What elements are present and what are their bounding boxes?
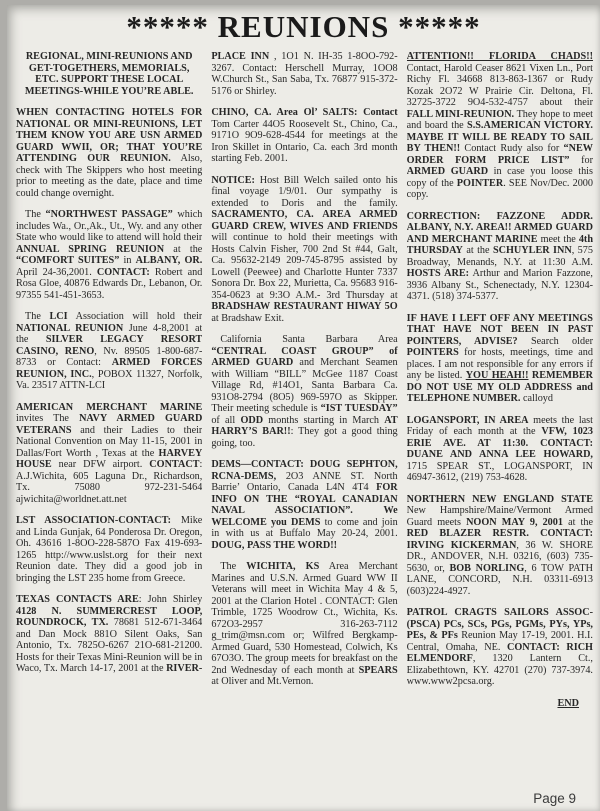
text-run: “IST TUESDAY” — [320, 403, 398, 414]
text-run: to come and join in with us at Buffalo May 20-24, 2001. — [211, 516, 398, 539]
text-run: BOB NORLING — [449, 562, 525, 574]
paragraph — [211, 561, 397, 688]
text-run: LST ASSOCIATION-CONTACT: — [16, 515, 172, 526]
text-run: “NORTHWEST PASSAGE” — [45, 209, 173, 220]
text-run: The — [220, 561, 247, 572]
text-run: , POBOX 11327, Norfolk, Va. 23517 ATTN-LCI — [16, 368, 203, 391]
column-2 — [211, 51, 397, 803]
text-run: for hosts, meetings, time and places. I am not responsible for any errors if any be listed. — [406, 347, 593, 381]
text-run: meets the last Friday of each month at the — [406, 414, 593, 437]
text-run: ODD — [240, 414, 264, 426]
text-run: 1715 SPEAR ST., LOGANSPORT, IN 46947-3612, (219) 753-4628. — [406, 460, 593, 483]
paragraph — [16, 51, 202, 97]
text-run: TEXAS CONTACTS ARE — [16, 594, 139, 605]
text-run: POINTER — [456, 177, 504, 189]
text-run: The — [25, 311, 50, 322]
text-run: NOON MAY 9, 2001 — [466, 516, 563, 528]
paragraph — [16, 209, 202, 301]
text-run: at the — [462, 245, 493, 256]
text-run: at the — [164, 243, 203, 255]
text-run: at Oliver and Mt.Vernon. — [211, 676, 314, 687]
text-run: They hope to meet and board the — [406, 108, 593, 131]
text-run: , 1320 Lantern Ct., Elizabethtown, KY. 42701 (270) 737-3974. www.www2pcsa.org. — [406, 653, 593, 687]
text-run: Host Bill Welch sailed onto his final voyage 1/9/01. Our sympathy is extended to Doris and the family. — [211, 174, 398, 209]
paragraph — [407, 313, 593, 405]
text-run: WICHITA, KS — [246, 561, 320, 572]
text-run: S.S.AMERICAN VICTORY. MAYBE IT WILL BE READY TO SAIL BY THEN!! — [406, 120, 593, 154]
text-run: meet the — [537, 233, 579, 245]
text-run: HOSTS ARE: — [406, 268, 470, 279]
text-run: : A.J.Wichita, 605 Laguna Dr., Richardson, Tx. 75080 972-231-5464 ajwichita@worldnet.att.net — [16, 459, 203, 505]
text-run: for — [569, 154, 593, 166]
text-run: Association will hold their — [67, 311, 203, 322]
text-run: 78681 512-671-3464 and Dan Mock 881O Silent Oaks, San Antonio, Tx. 7825O-6267 21O-681-21200. Hosts for their Texas Mini-Reunion will be in Waco, Tx. March 14-17, 2001 at the — [16, 617, 203, 674]
text-run: “COMFORT SUITES” — [16, 255, 120, 266]
text-run: CONTACT — [149, 459, 200, 470]
text-run: NATIONAL REUNION — [16, 322, 124, 334]
paragraph — [16, 402, 202, 506]
text-run: Contact Rudy also for — [460, 143, 564, 154]
text-run: BRADSHAW RESTAURANT HIWAY 5O — [211, 301, 398, 312]
text-run: SACRAMENTO, CA. AREA ARMED GUARD CREW, WIVES AND FRIENDS — [211, 209, 398, 232]
text-run: IF HAVE I LEFT OFF ANY MEETINGS THAT HAVE NOT BEEN IN PAST POINTERS, ADVISE? — [406, 312, 593, 347]
text-run: : They got a good thing going, too. — [211, 426, 398, 449]
text-run: , 575 Broadway, Menands, N.Y. at 11:30 A.M. — [406, 245, 593, 268]
paragraph — [211, 334, 397, 449]
text-run: California Santa Barbara Area — [220, 334, 398, 345]
text-run: POINTERS — [406, 347, 459, 358]
text-run: April 24-36,2001. — [16, 266, 97, 278]
text-run: at the — [562, 516, 593, 528]
text-run: SILVER LEGACY RESORT CASINO, RENO — [16, 334, 203, 357]
text-run: : John Shirley — [138, 594, 203, 605]
text-run: SCHUYLER INN — [492, 245, 572, 256]
text-run: ATTENTION!! FLORIDA CHADS!! — [406, 51, 593, 62]
paragraph — [211, 51, 397, 97]
text-run: 2O3 ANNE ST. North Barrie’ Ontario, Canada L4N 4T4 — [211, 470, 398, 493]
paragraph — [407, 698, 593, 710]
text-run: FOR INFO ON THE “ROYAL CANADIAN NAVAL ASSOCIATION”. We WELCOME you DEMS — [211, 482, 398, 528]
text-run: , 6 TOW PATH LANE, CONCORD, N.H. 03311-6913 (603)224-4927. — [406, 562, 593, 597]
text-run: in case you loose this copy of the — [406, 166, 593, 189]
text-run: NOTICE: — [211, 174, 255, 186]
text-run: REGIONAL, MINI-REUNIONS AND GET-TOGETHERS, MEMORIALS, ETC. SUPPORT THESE LOCAL MEETINGS-WHILE YOU’RE ABLE. — [24, 51, 194, 97]
text-run: Reunion May 17-19, 2001. H.I. Central, Omaha, NE. — [406, 630, 593, 653]
text-run: 4th THURSDAY — [406, 233, 593, 256]
paragraph — [16, 311, 202, 392]
text-run: and their Ladies to their National Convention on May 11-15, 2001 in Dallas/Fort Worth , Texas at the — [16, 424, 203, 459]
page-number: Page 9 — [533, 791, 576, 806]
paragraph — [407, 494, 593, 598]
paragraph — [211, 459, 397, 551]
text-run: LOGANSPORT, IN AREA — [406, 414, 529, 426]
text-run: Contact, Harold Ceaser 8621 Vixen Ln., Port Richy Fl. 34668 813-863-1367 or Rudy Kozak 2O72 W Prairie Cir. Deltona, Fl. 32725-3722 9O4-532-4757 about their — [406, 62, 593, 108]
text-run: . SEE Nov/Dec. 2000 copy. — [406, 177, 593, 200]
text-run: RIVER- — [166, 663, 203, 674]
paragraph — [211, 175, 397, 325]
text-run: SPEARS — [358, 664, 398, 676]
text-run: CHINO, CA. Area Ol’ SALTS: Contact — [211, 107, 398, 118]
paragraph — [16, 515, 202, 584]
text-run: CONTACT: RICH ELMENDORF — [406, 641, 593, 664]
column-1 — [16, 51, 202, 803]
text-run: FALL MINI-REUNION. — [406, 108, 515, 120]
text-run: DOUG, PASS THE WORD!! — [211, 539, 337, 551]
text-run: YOU HEAH!! — [465, 370, 529, 381]
text-run: ALBANY, OR. — [135, 255, 203, 266]
text-run: RED BLAZER RESTR. CONTACT: IRVING KICKERMAN — [406, 528, 593, 551]
text-run: calloyd — [520, 393, 553, 404]
text-run: 4128 N. SUMMERCREST LOOP, ROUNDROCK, TX. — [16, 605, 203, 628]
text-run: Tom Carter 44O5 Roosevelt St., Chino, Ca., 9171O 9O9-628-4544 for meetings at the Iron Skillet in Ontario, Ca. each 3rd month starting Feb. 2001. — [211, 118, 398, 164]
paragraph — [16, 594, 202, 675]
text-run: Area Merchant Marines and U.S.N. Armed Guard WW II Veterans will meet in Wichita May 4 & 5, 2001 at the Clarion Hotel . CONTACT: Glen Trimble, 1725 Woodrow Ct., Wichita, Ks. 672O3-2957 316-263-7112 g_trim@msn.com or; Wilfred Bergkamp-Armed Guard, 530 Homestead, Colwich, Ks 67O3O. The group meets for breakfast on the 2nd Wednesday of each month at — [211, 561, 398, 676]
text-run: which includes Wa., Or.,Ak., Ut., Wy. and any other State who would like to attend will hold their — [16, 209, 203, 243]
text-run: months starting in March — [263, 414, 385, 426]
text-run: ARMED FORCES REUNION, INC. — [16, 357, 203, 380]
text-run: invites The — [16, 413, 80, 424]
paragraph — [211, 107, 397, 165]
text-run: PATROL CRAGTS SAILORS ASSOC-(PSCA) PCs, SCs, PGs, PGMs, PYs, YPs, PEs, & PFs — [406, 607, 593, 641]
paragraph — [407, 211, 593, 303]
text-run: ANNUAL SPRING REUNION — [16, 243, 165, 255]
text-run: DEMS—CONTACT: DOUG SEPHTON, RCNA-DEMS, — [211, 459, 398, 482]
text-run: REMEMBER DO NOT USE MY OLD ADDRESS and TELEPHONE NUMBER. — [406, 370, 593, 404]
text-run: in — [119, 255, 136, 266]
text-run: AMERICAN MERCHANT MARINE — [16, 401, 203, 413]
text-run: Search older — [517, 335, 593, 347]
text-run: NAVY ARMED GUARD VETERANS — [16, 413, 203, 436]
text-run: “NEW ORDER FORM PRICE LIST” — [406, 143, 593, 166]
text-run: CONTACT: — [96, 266, 150, 278]
text-run: will continue to hold their meetings with Hosts Calvin Fisher, 700 2nd St #44, Galt, Ca. 95632-2149 209-745-8795 assisted by Lowell (Peewee) and Charlotte Hunter 7337 Sonora Dr. Box 22, Murietta, Ca. 95683 916-354-0623 at 9:3O A.M.- 3rd Thursday at — [211, 232, 398, 301]
text-run: and Merchant Seamen with William “BILL” McGee 1187 Coast Village Rd, #14O1, Santa Barbara Ca. 931O8-2794 (8O5) 969-597O as Skipper. Their meeting schedule is — [211, 357, 398, 414]
text-run: HARVEY HOUSE — [16, 447, 203, 470]
text-run: END — [557, 697, 579, 709]
text-run: Mike and Linda Gunjak, 64 Ponderosa Dr. Oregon, Oh. 43616 1-8OO-228-587O Fax 419-693-1265 http://www.uslst.org for their next Reunion date. They did a good job in bringing the LST 235 home from Greece. — [16, 515, 203, 584]
text-run: WHEN CONTACTING HOTELS FOR NATIONAL OR MINI-REUNIONS, LET THEM KNOW YOU ARE USN ARMED GUARD WWII, OR; THAT YOU’RE ATTENDING OUR REUNION. — [16, 107, 203, 164]
columns-container — [7, 51, 600, 803]
paragraph — [16, 107, 202, 199]
text-run: June 4-8,2001 at the — [16, 322, 203, 345]
column-3 — [407, 51, 593, 803]
paragraph — [407, 51, 593, 201]
text-run: , 1O1 N. IH-35 1-8OO-792-3267. Contact: Herschell Murray, 1OO8 W.Church St., San Saba, Tx. 76877 915-372-5176 or Shirley. — [211, 51, 398, 97]
text-run: ARMED GUARD — [406, 166, 489, 177]
text-run: AT HARRY’S BAR!! — [211, 414, 398, 437]
text-run: “CENTRAL COAST GROUP” of ARMED GUARD — [211, 345, 398, 368]
text-run: NORTHERN NEW ENGLAND STATE — [406, 493, 593, 505]
page-title: ***** REUNIONS ***** — [126, 9, 481, 44]
text-run: of all — [211, 414, 241, 426]
text-run: Also, check with The Skippers who host meeting prior to meeting as the date, place and time could change overnight. — [16, 153, 203, 199]
text-run: CORRECTION: FAZZONE ADDR. ALBANY, N.Y. AREA!! ARMED GUARD AND MERCHANT MARINE — [406, 210, 593, 245]
text-run: near DFW airport. — [51, 459, 150, 470]
paragraph — [407, 607, 593, 688]
text-run: New Hampshire/Maine/Vermont Armed Guard meets — [406, 505, 593, 528]
text-run: LCI — [49, 311, 68, 322]
text-run: at Bradshaw Exit. — [211, 312, 285, 324]
newsletter-page — [7, 5, 600, 811]
text-run: , Nv. 89505 1-800-687-8733 or Contact: — [16, 345, 203, 368]
paragraph — [407, 415, 593, 484]
text-run: Arthur and Marion Fazzone, 3936 Albany St., Schenectady, N.Y. 12304-4371. (518) 374-5377. — [406, 268, 593, 302]
text-run: The — [25, 209, 46, 220]
text-run: VFW, 1023 ERIE AVE. AT 11:30. CONTACT: DUANE AND ANNA LEE HOWARD, — [406, 426, 593, 460]
text-run: , 36 W. SHORE DR., ANDOVER, N.H. 03216, (603) 735-5630, or, — [406, 539, 593, 574]
text-run: PLACE INN — [211, 51, 270, 62]
text-run: Robert and Rosa Gloe, 40876 Edwards Dr., Lebanon, Or. 97355 541-451-3653. — [16, 266, 203, 301]
